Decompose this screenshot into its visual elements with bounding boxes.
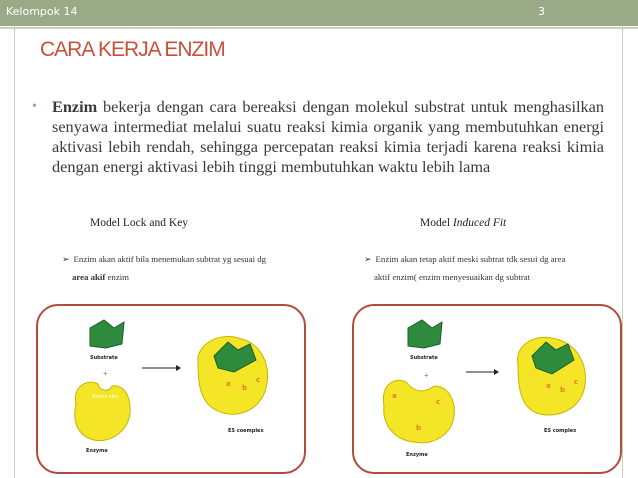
svg-text:Substrate: Substrate (90, 355, 118, 361)
page-number: 3 (538, 5, 545, 18)
svg-text:a: a (546, 382, 551, 390)
svg-text:Active site: Active site (92, 394, 119, 400)
induced-fit-description: ➢ Enzim akan tetap aktif meski subtrat tdk sesui dg area aktif enzim( enzim menyesuaikan dg subtrat (364, 254, 566, 282)
svg-text:ES coemplex: ES coemplex (228, 428, 264, 434)
svg-text:a: a (392, 392, 397, 400)
enzyme-shape (75, 382, 130, 440)
svg-text:ES complex: ES complex (544, 428, 577, 434)
svg-text:Enzyme: Enzyme (406, 452, 428, 458)
induced-fit-heading: Model Induced Fit (420, 217, 507, 229)
svg-text:Enzyme: Enzyme (86, 448, 108, 454)
bullet-marker: • (32, 99, 37, 114)
svg-text:a: a (226, 380, 231, 388)
paragraph-bold: Enzim (52, 97, 98, 116)
paragraph-text: bekerja dengan cara bereaksi dengan molekul substrat untuk menghasilkan senyawa intermediat melalui suatu reaksi kimia organik yang membutuhkan energi aktivasi lebih rendah, sehingga percepatan reaksi kimia terjadi karena reaksi kimia dengan energi aktivasi lebih tinggi membutuhkan waktu lebih lama (52, 97, 604, 176)
group-label: Kelompok 14 (6, 5, 78, 18)
induced-fit-diagram (352, 304, 622, 474)
svg-text:+: + (103, 369, 108, 378)
header-divider (0, 27, 638, 29)
arrow-bullet-icon: ➢ (62, 254, 70, 264)
right-border-line (622, 26, 623, 478)
svg-text:b: b (416, 424, 422, 432)
arrow-bullet-icon: ➢ (364, 254, 372, 264)
lock-key-diagram (36, 304, 306, 474)
svg-text:c: c (574, 378, 579, 386)
svg-text:b: b (560, 386, 566, 394)
svg-text:b: b (242, 384, 248, 392)
header-bar (0, 0, 638, 26)
slide-title: CARA KERJA ENZIM (40, 38, 225, 61)
substrate-shape (408, 320, 442, 348)
svg-text:Substrate: Substrate (410, 355, 438, 361)
svg-text:c: c (256, 376, 261, 384)
svg-text:c: c (436, 398, 441, 406)
enzyme-shape (383, 380, 454, 443)
lock-key-description: ➢ Enzim akan aktif bila menemukan subtrat yg sesuai dg area akif enzim (62, 254, 267, 282)
lock-key-heading: Model Lock and Key (90, 217, 189, 229)
svg-text:+: + (424, 371, 429, 380)
substrate-shape (90, 320, 124, 348)
intro-paragraph (32, 97, 604, 177)
left-border-line (14, 26, 15, 478)
